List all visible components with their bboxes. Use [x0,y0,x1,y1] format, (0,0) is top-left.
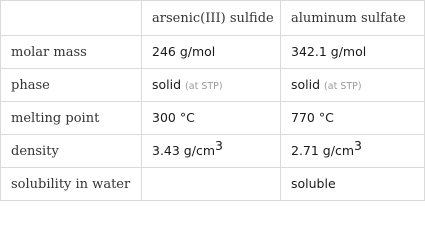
table-header-row [1,1,425,36]
cell-solubility-arsenic [142,168,281,201]
cell-value: soluble [291,176,336,191]
row-label-density: density [1,135,142,168]
cell-solubility-aluminum [281,168,425,201]
cell-value: 2.71 g/cm [291,143,355,158]
column-header-arsenic-iii-sulfide: arsenic(III) sulfide [142,1,281,36]
cell-superscript: 3 [354,138,362,153]
cell-density-aluminum [281,135,425,168]
cell-value: solid [291,77,321,92]
row-label-solubility-in-water: solubility in water [1,168,142,201]
table-row-solubility-in-water [1,168,425,201]
header-corner-cell [1,1,142,36]
table-row-melting-point [1,102,425,135]
cell-density-arsenic [142,135,281,168]
cell-value: 342.1 g/mol [291,44,367,59]
column-header-aluminum-sulfate: aluminum sulfate [281,1,425,36]
table-row-molar-mass [1,36,425,69]
cell-superscript: 3 [215,138,223,153]
table-row-density [1,135,425,168]
cell-phase-arsenic [142,69,281,102]
cell-phase-aluminum [281,69,425,102]
cell-value: 3.43 g/cm [152,143,216,158]
cell-value: 246 g/mol [152,44,216,59]
cell-molar-mass-arsenic [142,36,281,69]
cell-note: (at STP) [324,81,362,92]
cell-value: 770 °C [291,110,334,125]
table-row-phase [1,69,425,102]
cell-note: (at STP) [185,81,223,92]
cell-value: 300 °C [152,110,195,125]
cell-molar-mass-aluminum [281,36,425,69]
row-label-phase: phase [1,69,142,102]
cell-melting-point-aluminum [281,102,425,135]
cell-melting-point-arsenic [142,102,281,135]
row-label-melting-point: melting point [1,102,142,135]
row-label-molar-mass: molar mass [1,36,142,69]
cell-value: solid [152,77,182,92]
